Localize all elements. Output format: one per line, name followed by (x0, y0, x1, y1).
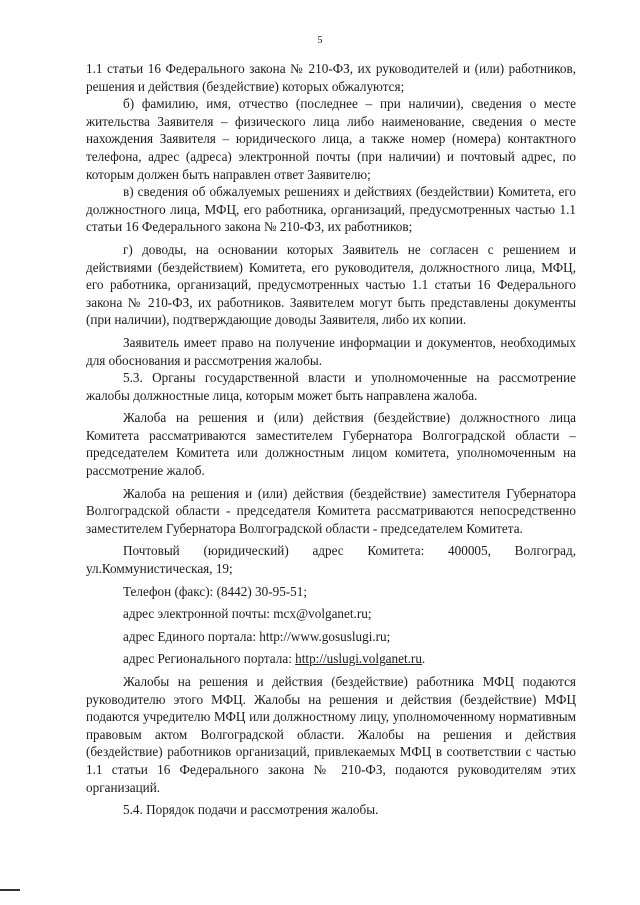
paragraph-mfc-complaints: Жалобы на решения и действия (бездействие) работника МФЦ подаются руководителю этого МФЦ. Жалобы на решения и действия (бездействие) МФЦ подаются учредителю МФЦ или должностному лицу, уполномоченному нормативным правовым актом Волгоградской области. Жалобы на решения и действия (бездействие) работников организаций, привлекаемых МФЦ в соответствии с частью 1.1 статьи 16 Федерального закона № 210-ФЗ, подаются руководителям этих организаций. (86, 674, 576, 795)
paragraph-unified-portal: адрес Единого портала: http://www.gosuslugi.ru; (123, 628, 391, 644)
paragraph-section-5-3: 5.3. Органы государственной власти и уполномоченные на рассмотрение жалобы должностные лица, которым может быть направлена жалоба. (86, 370, 576, 403)
regional-portal-suffix: . (421, 651, 426, 667)
scan-edge-mark (0, 889, 20, 891)
paragraph-section-5-4: 5.4. Порядок подачи и рассмотрения жалобы. (123, 802, 379, 818)
paragraph-complaint-official: Жалоба на решения и (или) действия (бездействие) должностного лица Комитета рассматриваются заместителем Губернатора Волгоградской области – председателем Комитета или должностным лицом комитета, уполномоченным на рассмотрение жалоб. (86, 410, 576, 479)
paragraph-complaint-deputy: Жалоба на решения и (или) действия (бездействие) заместителя Губернатора Волгоградской области - председателя Комитета рассматриваются непосредственно заместителем Губернатора Волгоградской области - председателем Комитета. (86, 485, 576, 536)
page-number: 5 (317, 35, 323, 46)
paragraph-regional-portal (86, 650, 576, 668)
document-body (86, 60, 576, 819)
paragraph-continuation: 1.1 статьи 16 Федерального закона № 210-ФЗ, их руководителей и (или) работников, решения и действия (бездействие) которых обжалуются; (86, 61, 576, 94)
regional-portal-label: адрес Регионального портала: (123, 651, 296, 667)
paragraph-phone: Телефон (факс): (8442) 30-95-51; (123, 583, 308, 599)
paragraph-item-g: г) доводы, на основании которых Заявитель не согласен с решением и действиями (бездействием) Комитета, его руководителя, должностного лица, МФЦ, его работника, организаций, предусмотренных частью 1.1 статьи 16 Федерального закона № 210-ФЗ, их работников. Заявителем могут быть представлены документы (при наличии), подтверждающие доводы Заявителя, либо их копии. (86, 241, 576, 328)
paragraph-item-v: в) сведения об обжалуемых решениях и действиях (бездействии) Комитета, его должностного лица, МФЦ, его работника, организаций, предусмотренных частью 1.1 статьи 16 Федерального закона № 210-ФЗ, их работников; (86, 184, 576, 235)
paragraph-email: адрес электронной почты: mcx@volganet.ru; (123, 606, 372, 622)
paragraph-postal-address: Почтовый (юридический) адрес Комитета: 400005, Волгоград, ул.Коммунистическая, 19; (86, 543, 576, 577)
paragraph-item-b: б) фамилию, имя, отчество (последнее – при наличии), сведения о месте жительства Заявителя – физического лица либо наименование, сведения о месте нахождения Заявителя – юридического лица, а также номер (номера) контактного телефона, адрес (адреса) электронной почты (при наличии) и почтовый адрес, по которым должен быть направлен ответ Заявителю; (86, 96, 576, 182)
paragraph-applicant-right: Заявитель имеет право на получение информации и документов, необходимых для обоснования и рассмотрения жалобы. (86, 334, 576, 368)
regional-portal-link[interactable]: http://uslugi.volganet.ru (295, 651, 422, 667)
